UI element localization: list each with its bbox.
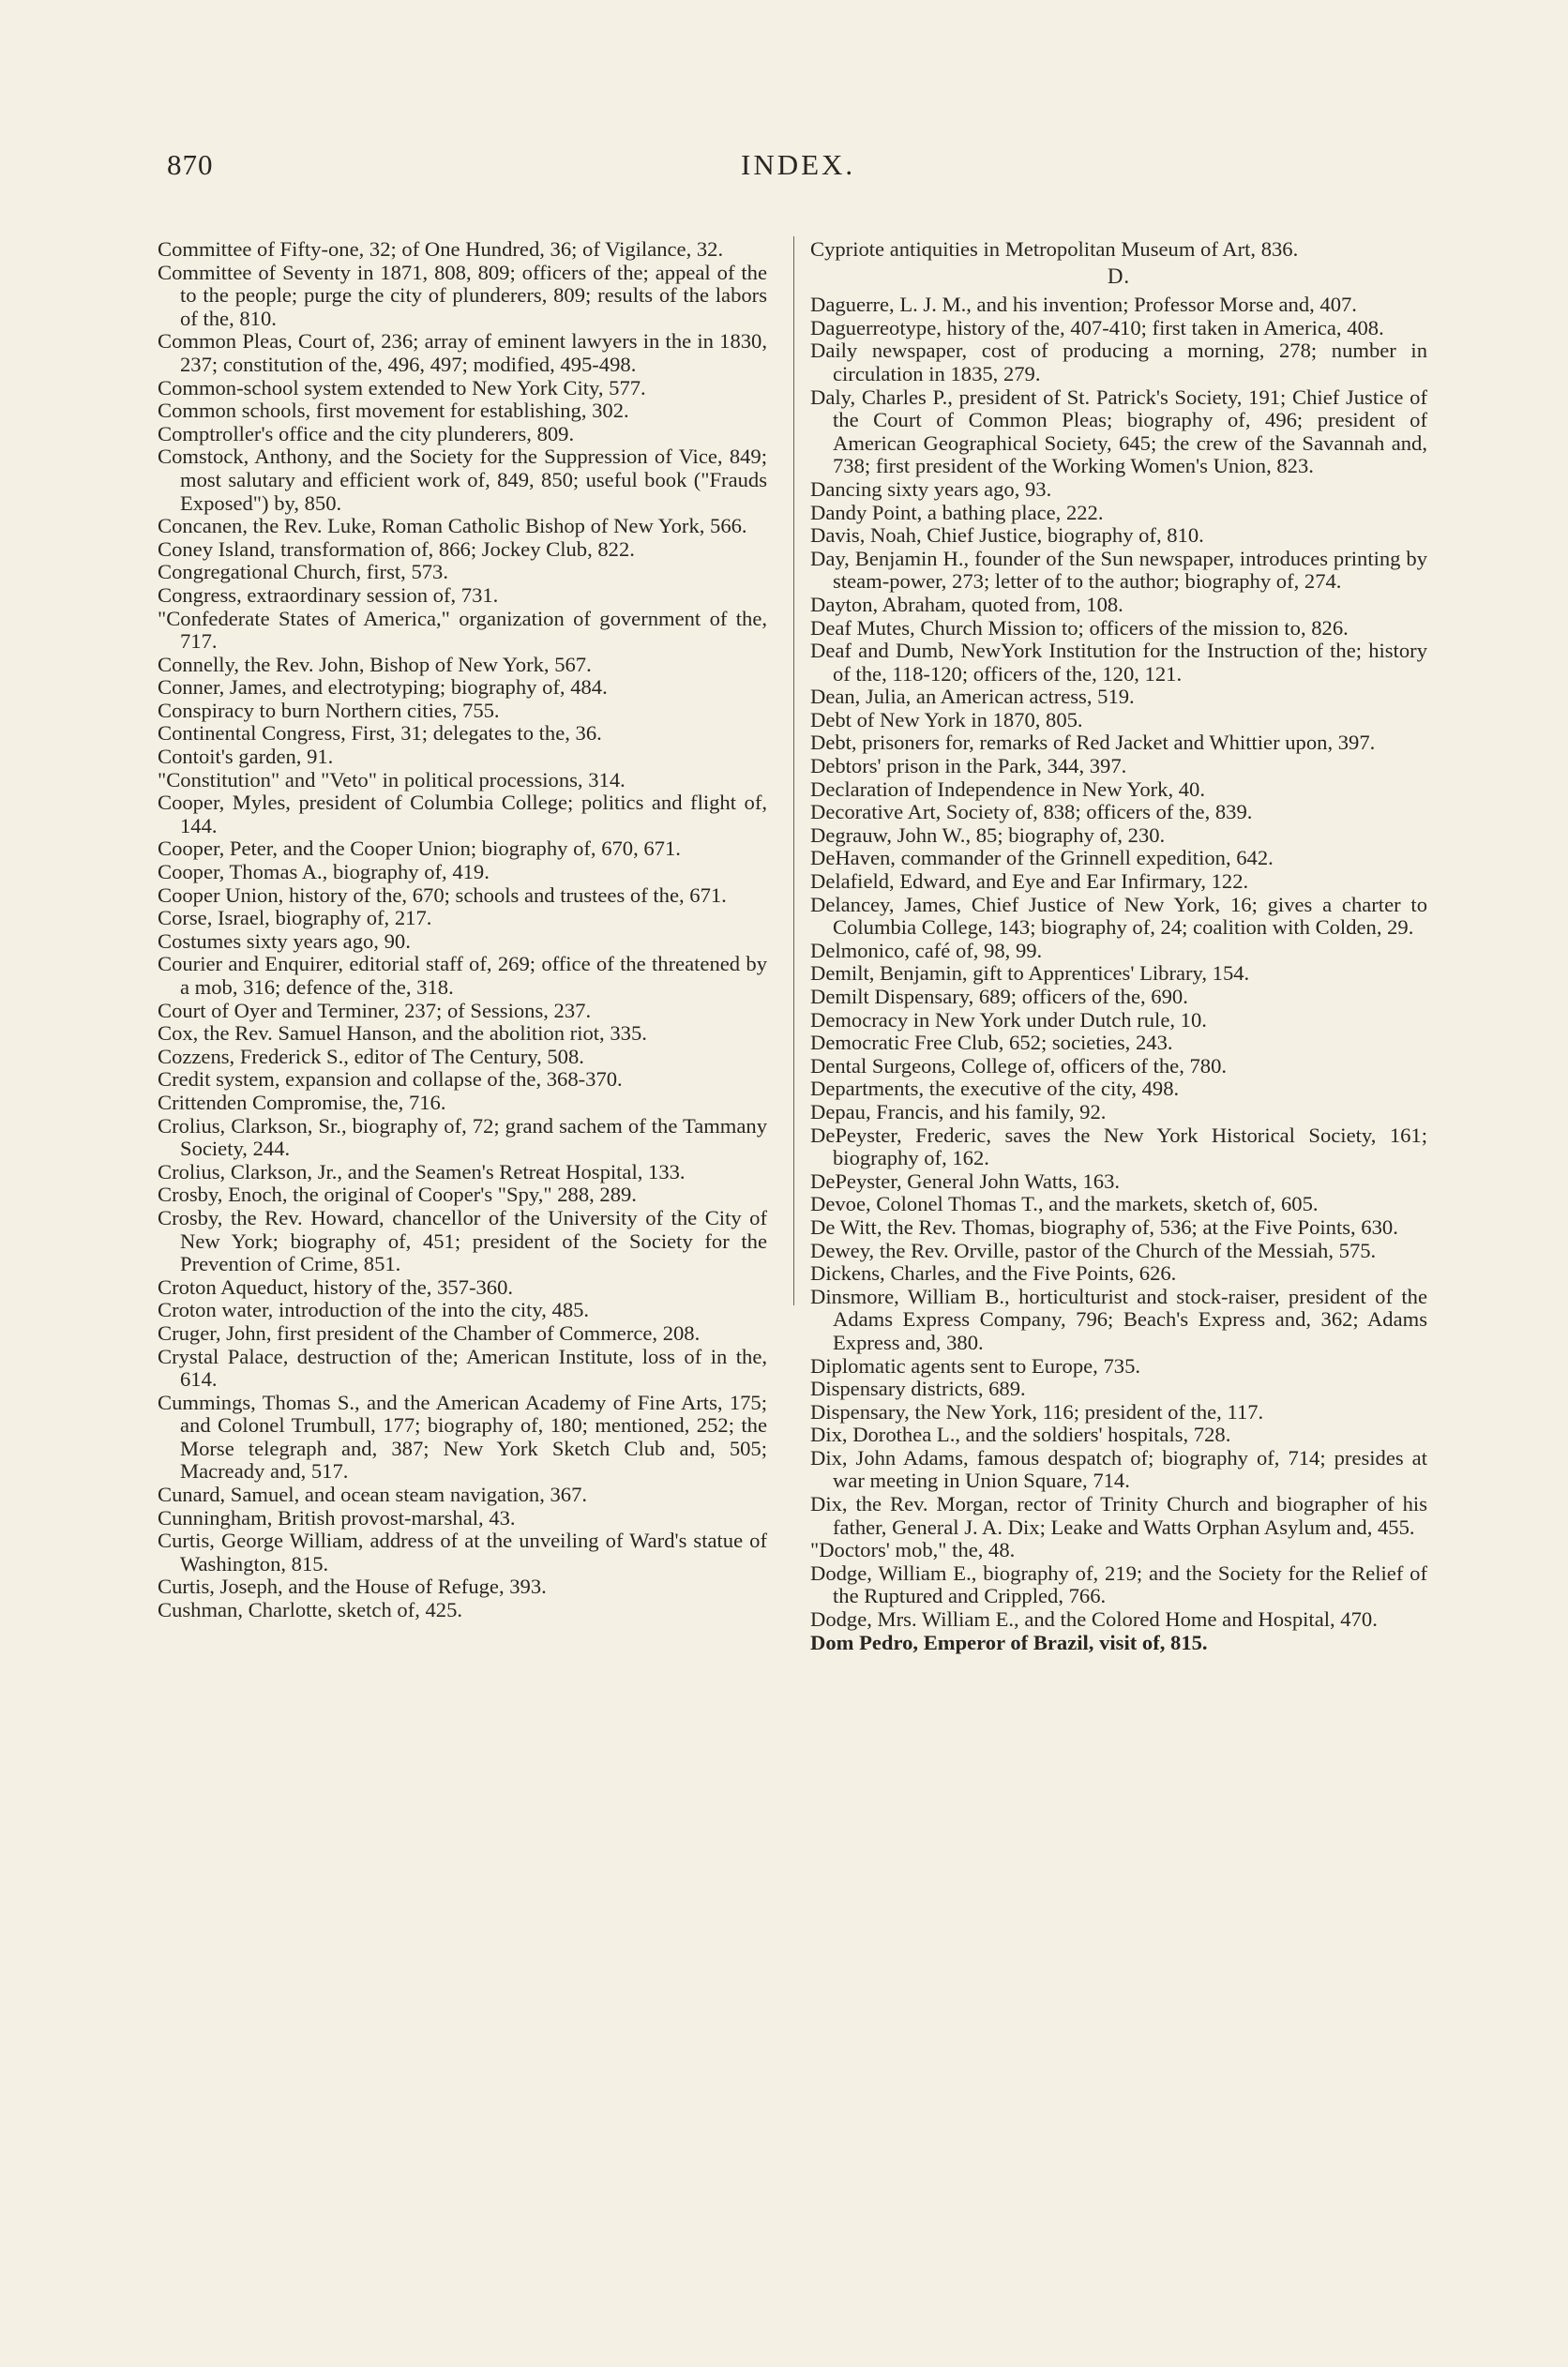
index-entry: Delmonico, café of, 98, 99. xyxy=(810,938,1043,962)
index-entry: Dodge, Mrs. William E., and the Colored Home and Hospital, 470. xyxy=(810,1607,1378,1632)
index-entry: Dental Surgeons, College of, officers of the, 780. xyxy=(810,1053,1228,1078)
index-entry: Committee of Seventy in 1871, 808, 809; officers of the; appeal of the to the people; purge the city of plunderers, 809; results of the labors of the, 810. xyxy=(158,260,767,330)
index-entry: Connelly, the Rev. John, Bishop of New York, 567. xyxy=(158,652,592,676)
index-entry: Court of Oyer and Terminer, 237; of Sessions, 237. xyxy=(158,998,592,1022)
index-entry: Debt, prisoners for, remarks of Red Jacket and Whittier upon, 397. xyxy=(810,731,1376,755)
index-entry: Cushman, Charlotte, sketch of, 425. xyxy=(158,1598,463,1622)
index-entry: Diplomatic agents sent to Europe, 735. xyxy=(810,1353,1141,1378)
running-head-title: INDEX. xyxy=(741,148,856,181)
index-entry: Common schools, first movement for establishing, 302. xyxy=(158,399,629,423)
index-entry: Comptroller's office and the city plunderers, 809. xyxy=(158,421,575,445)
index-entry: Dandy Point, a bathing place, 222. xyxy=(810,500,1104,524)
index-entry: Decorative Art, Society of, 838; officers of the, 839. xyxy=(810,800,1253,824)
index-entry: Delancey, James, Chief Justice of New York, 16; gives a charter to Columbia College, 143; biography of, 24; coalition with Colden, 29. xyxy=(810,892,1427,940)
index-entry: Dayton, Abraham, quoted from, 108. xyxy=(810,592,1123,616)
index-entry: Dean, Julia, an American actress, 519. xyxy=(810,685,1135,709)
index-entry: Cummings, Thomas S., and the American Academy of Fine Arts, 175; and Colonel Trumbull, 177; biography of, 180; mentioned, 252; the Morse telegraph and, 387; New York Sketch Club and, 505; Macready and, 517. xyxy=(158,1390,767,1484)
index-entry: Cruger, John, first president of the Chamber of Commerce, 208. xyxy=(158,1320,701,1345)
index-entry: Declaration of Independence in New York, 40. xyxy=(810,776,1205,801)
index-entry: Costumes sixty years ago, 90. xyxy=(158,928,411,953)
index-entry: Democratic Free Club, 652; societies, 243. xyxy=(810,1031,1173,1055)
index-column-left xyxy=(158,238,767,1622)
index-entry: "Constitution" and "Veto" in political processions, 314. xyxy=(158,767,626,792)
index-entry: De Witt, the Rev. Thomas, biography of, 536; at the Five Points, 630. xyxy=(810,1214,1398,1239)
index-entry: Contoit's garden, 91. xyxy=(158,745,334,769)
index-entry: Debtors' prison in the Park, 344, 397. xyxy=(810,754,1127,778)
index-entry: Depau, Francis, and his family, 92. xyxy=(810,1099,1107,1123)
index-entry: Croton water, introduction of the into the city, 485. xyxy=(158,1298,590,1322)
index-entry: Dix, John Adams, famous despatch of; biography of, 714; presides at war meeting in Union Square, 714. xyxy=(810,1445,1427,1493)
index-entry: Croton Aqueduct, history of the, 357-360. xyxy=(158,1274,514,1299)
index-entry: Demilt Dispensary, 689; officers of the, 690. xyxy=(810,985,1188,1008)
index-entry: Crosby, the Rev. Howard, chancellor of the University of the City of New York; biography of, 451; president of the Society for the Prevention of Crime, 851. xyxy=(158,1205,767,1276)
index-entry: Dickens, Charles, and the Five Points, 626. xyxy=(810,1261,1177,1286)
index-entry: Crolius, Clarkson, Jr., and the Seamen's Retreat Hospital, 133. xyxy=(158,1159,686,1184)
index-entry: Common-school system extended to New York City, 577. xyxy=(158,375,646,400)
index-entry: "Confederate States of America," organization of government of the, 717. xyxy=(158,606,767,654)
index-entry: Daly, Charles P., president of St. Patrick's Society, 191; Chief Justice of the Court of Common Pleas; biography of, 496; president of American Geographical Society, 645; the crew of the Savannah and, 738; first president of the Working Women's Union, 823. xyxy=(810,384,1427,478)
index-entry: Cooper, Thomas A., biography of, 419. xyxy=(158,860,490,884)
index-entry: Daguerre, L. J. M., and his invention; Professor Morse and, 407. xyxy=(810,293,1357,317)
index-entry: Continental Congress, First, 31; delegates to the, 36. xyxy=(158,721,602,746)
index-entry: Cox, the Rev. Samuel Hanson, and the abolition riot, 335. xyxy=(158,1021,647,1046)
index-entry: Daily newspaper, cost of producing a morning, 278; number in circulation in 1835, 279. xyxy=(810,339,1427,385)
index-entry: Curtis, Joseph, and the House of Refuge, 393. xyxy=(158,1575,547,1599)
index-entry: Congregational Church, first, 573. xyxy=(158,560,448,584)
index-entry: Cooper, Peter, and the Cooper Union; biography of, 670, 671. xyxy=(158,837,681,861)
index-entry: Cunningham, British provost-marshal, 43. xyxy=(158,1505,516,1530)
index-entry: Deaf and Dumb, NewYork Institution for the Instruction of the; history of the, 118-120; officers of the, 120, 121. xyxy=(810,639,1427,686)
index-entry: Curtis, George William, address of at the unveiling of Ward's statue of Washington, 815. xyxy=(158,1529,767,1575)
index-entry: Dispensary, the New York, 116; president of the, 117. xyxy=(810,1399,1264,1424)
index-entry: Departments, the executive of the city, 498. xyxy=(810,1077,1180,1101)
index-entry: Crolius, Clarkson, Sr., biography of, 72; grand sachem of the Tammany Society, 244. xyxy=(158,1113,767,1161)
index-entry: Cozzens, Frederick S., editor of The Century, 508. xyxy=(158,1044,584,1068)
index-entry: Delafield, Edward, and Eye and Ear Infirmary, 122. xyxy=(810,869,1249,894)
index-entry: Davis, Noah, Chief Justice, biography of, 810. xyxy=(810,523,1204,548)
index-entry: Dix, the Rev. Morgan, rector of Trinity Church and biographer of his father, General J. A. Dix; Leake and Watts Orphan Asylum and, 455. xyxy=(810,1492,1427,1539)
index-entry: Crosby, Enoch, the original of Cooper's "Spy," 288, 289. xyxy=(158,1183,637,1207)
index-entry: Deaf Mutes, Church Mission to; officers of the mission to, 826. xyxy=(810,615,1349,640)
index-entry: Cooper, Myles, president of Columbia College; politics and flight of, 144. xyxy=(158,791,767,837)
index-entry: Conspiracy to burn Northern cities, 755. xyxy=(158,698,500,722)
index-entry: Dewey, the Rev. Orville, pastor of the Church of the Messiah, 575. xyxy=(810,1238,1377,1262)
index-entry: Comstock, Anthony, and the Society for the Suppression of Vice, 849; most salutary and efficient work of, 849, 850; useful book ("Frauds Exposed") by, 850. xyxy=(158,445,767,515)
section-letter-d: D. xyxy=(1107,264,1131,288)
index-column-right xyxy=(810,238,1427,1654)
index-entry: Credit system, expansion and collapse of the, 368-370. xyxy=(158,1067,623,1092)
index-entry: Dix, Dorothea L., and the soldiers' hospitals, 728. xyxy=(810,1423,1231,1447)
index-entry: Cypriote antiquities in Metropolitan Museum of Art, 836. xyxy=(810,237,1299,261)
index-entry: Daguerreotype, history of the, 407-410; first taken in America, 408. xyxy=(810,315,1384,339)
index-entry: Degrauw, John W., 85; biography of, 230. xyxy=(810,822,1166,847)
index-entry: Debt of New York in 1870, 805. xyxy=(810,707,1083,731)
index-entry: Cooper Union, history of the, 670; schools and trustees of the, 671. xyxy=(158,882,727,907)
index-entry: Corse, Israel, biography of, 217. xyxy=(158,906,432,930)
index-entry: "Doctors' mob," the, 48. xyxy=(810,1538,1016,1562)
index-entry: Crystal Palace, destruction of the; American Institute, loss of in the, 614. xyxy=(158,1344,767,1392)
index-entry: Dispensary districts, 689. xyxy=(810,1377,1026,1401)
index-entry: Coney Island, transformation of, 866; Jockey Club, 822. xyxy=(158,536,635,561)
index-entry: Dancing sixty years ago, 93. xyxy=(810,476,1052,501)
index-entry: Common Pleas, Court of, 236; array of eminent lawyers in the in 1830, 237; constitution of the, 496, 497; modified, 495-498. xyxy=(158,329,767,376)
index-entry: Democracy in New York under Dutch rule, 10. xyxy=(810,1007,1207,1032)
index-entry: Conner, James, and electrotyping; biography of, 484. xyxy=(158,675,608,700)
column-divider xyxy=(793,236,794,1305)
index-entry: Crittenden Compromise, the, 716. xyxy=(158,1090,446,1114)
index-entry: DePeyster, General John Watts, 163. xyxy=(810,1168,1121,1193)
index-entry: Courier and Enquirer, editorial staff of, 269; office of the threatened by a mob, 316; defence of the, 318. xyxy=(158,952,767,999)
index-entry-bold: Dom Pedro, Emperor of Brazil, visit of, 815. xyxy=(810,1630,1208,1654)
index-entry: Devoe, Colonel Thomas T., and the markets, sketch of, 605. xyxy=(810,1192,1319,1216)
index-entry: Day, Benjamin H., founder of the Sun newspaper, introduces printing by steam-power, 273; letter of to the author; biography of, 274. xyxy=(810,546,1427,594)
index-entry: Cunard, Samuel, and ocean steam navigation, 367. xyxy=(158,1483,588,1507)
page-number: 870 xyxy=(167,148,214,181)
index-entry: Concanen, the Rev. Luke, Roman Catholic Bishop of New York, 566. xyxy=(158,514,747,538)
index-entry: Demilt, Benjamin, gift to Apprentices' Library, 154. xyxy=(810,961,1250,986)
index-entry: Committee of Fifty-one, 32; of One Hundred, 36; of Vigilance, 32. xyxy=(158,237,724,261)
index-entry: Dodge, William E., biography of, 219; and the Society for the Relief of the Ruptured and Crippled, 766. xyxy=(810,1560,1427,1608)
index-entry: Congress, extraordinary session of, 731. xyxy=(158,582,499,607)
index-entry: DePeyster, Frederic, saves the New York Historical Society, 161; biography of, 162. xyxy=(810,1123,1427,1170)
index-entry: Dinsmore, William B., horticulturist and stock-raiser, president of the Adams Express Company, 796; Beach's Express and, 362; Adams Express and, 380. xyxy=(810,1284,1427,1354)
index-entry: DeHaven, commander of the Grinnell expedition, 642. xyxy=(810,846,1274,870)
